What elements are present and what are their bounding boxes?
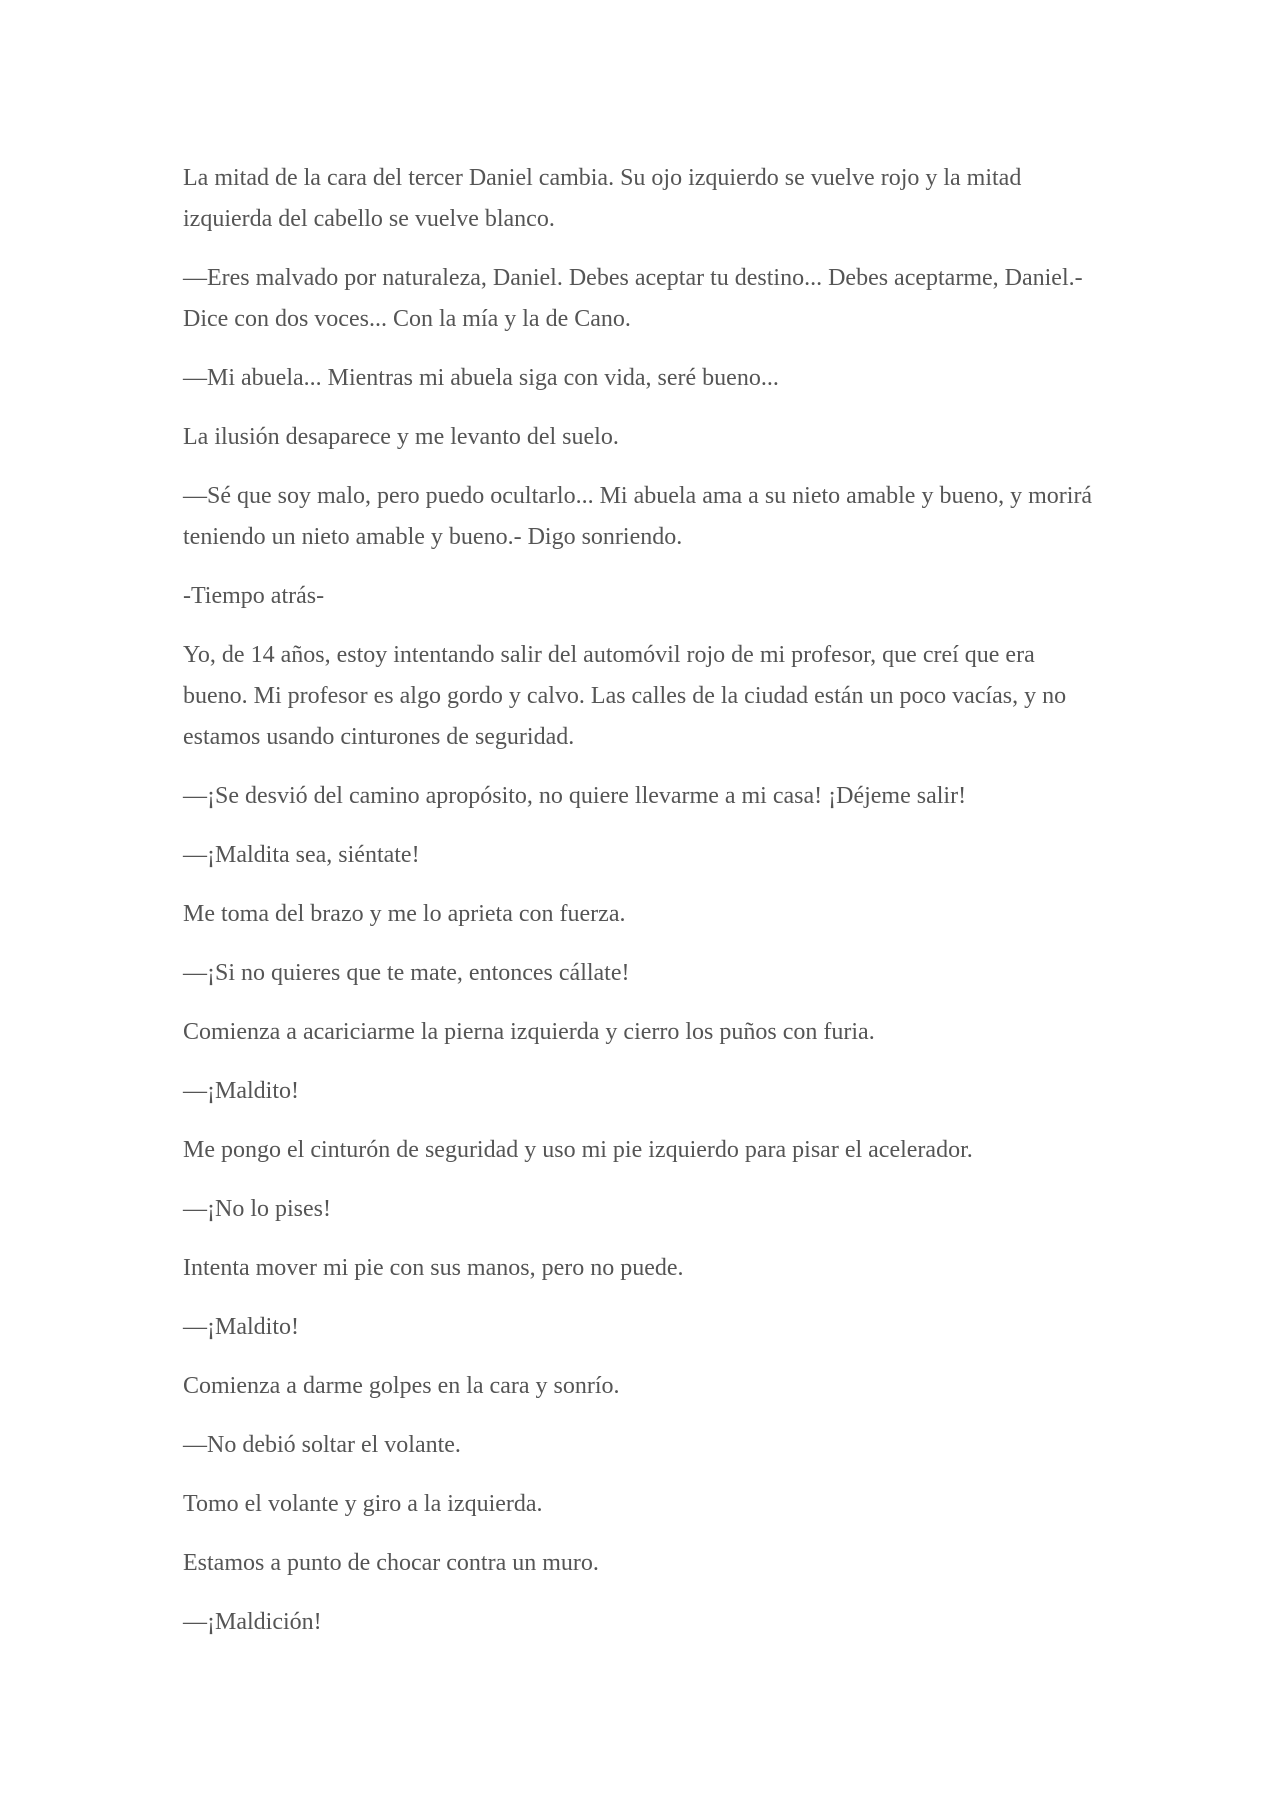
paragraph: —Sé que soy malo, pero puedo ocultarlo... Mi abuela ama a su nieto amable y bueno, y morirá teniendo un nieto amable y bueno.- Digo sonriendo. xyxy=(183,483,1093,550)
paragraph: —Eres malvado por naturaleza, Daniel. Debes aceptar tu destino... Debes aceptarme, Daniel.- Dice con dos voces... Con la mía y la de Cano. xyxy=(183,265,1083,332)
paragraph: —¡Si no quieres que te mate, entonces cállate! xyxy=(183,960,630,986)
paragraph: —¡Maldito! xyxy=(183,1078,299,1104)
paragraph: —¡No lo pises! xyxy=(183,1196,331,1222)
paragraph: Comienza a darme golpes en la cara y sonrío. xyxy=(183,1373,620,1399)
paragraph: —¡Maldita sea, siéntate! xyxy=(183,842,420,868)
document-body xyxy=(183,158,1103,1661)
paragraph: Estamos a punto de chocar contra un muro. xyxy=(183,1550,599,1576)
paragraph: Tomo el volante y giro a la izquierda. xyxy=(183,1491,543,1517)
paragraph: Me toma del brazo y me lo aprieta con fuerza. xyxy=(183,901,626,927)
paragraph: La mitad de la cara del tercer Daniel cambia. Su ojo izquierdo se vuelve rojo y la mitad izquierda del cabello se vuelve blanco. xyxy=(183,165,1022,232)
paragraph: Intenta mover mi pie con sus manos, pero no puede. xyxy=(183,1255,684,1281)
paragraph: Comienza a acariciarme la pierna izquierda y cierro los puños con furia. xyxy=(183,1019,875,1045)
paragraph: —¡Maldición! xyxy=(183,1609,322,1635)
paragraph: —No debió soltar el volante. xyxy=(183,1432,461,1458)
section-marker: -Tiempo atrás- xyxy=(183,583,325,609)
paragraph: —¡Se desvió del camino apropósito, no quiere llevarme a mi casa! ¡Déjeme salir! xyxy=(183,783,967,809)
paragraph: —¡Maldito! xyxy=(183,1314,299,1340)
paragraph: Me pongo el cinturón de seguridad y uso mi pie izquierdo para pisar el acelerador. xyxy=(183,1137,973,1163)
paragraph: La ilusión desaparece y me levanto del suelo. xyxy=(183,424,619,450)
paragraph: Yo, de 14 años, estoy intentando salir del automóvil rojo de mi profesor, que creí que era bueno. Mi profesor es algo gordo y calvo. Las calles de la ciudad están un poco vacías, y no estamos usando cinturones de seguridad. xyxy=(183,642,1067,750)
paragraph: —Mi abuela... Mientras mi abuela siga con vida, seré bueno... xyxy=(183,365,779,391)
